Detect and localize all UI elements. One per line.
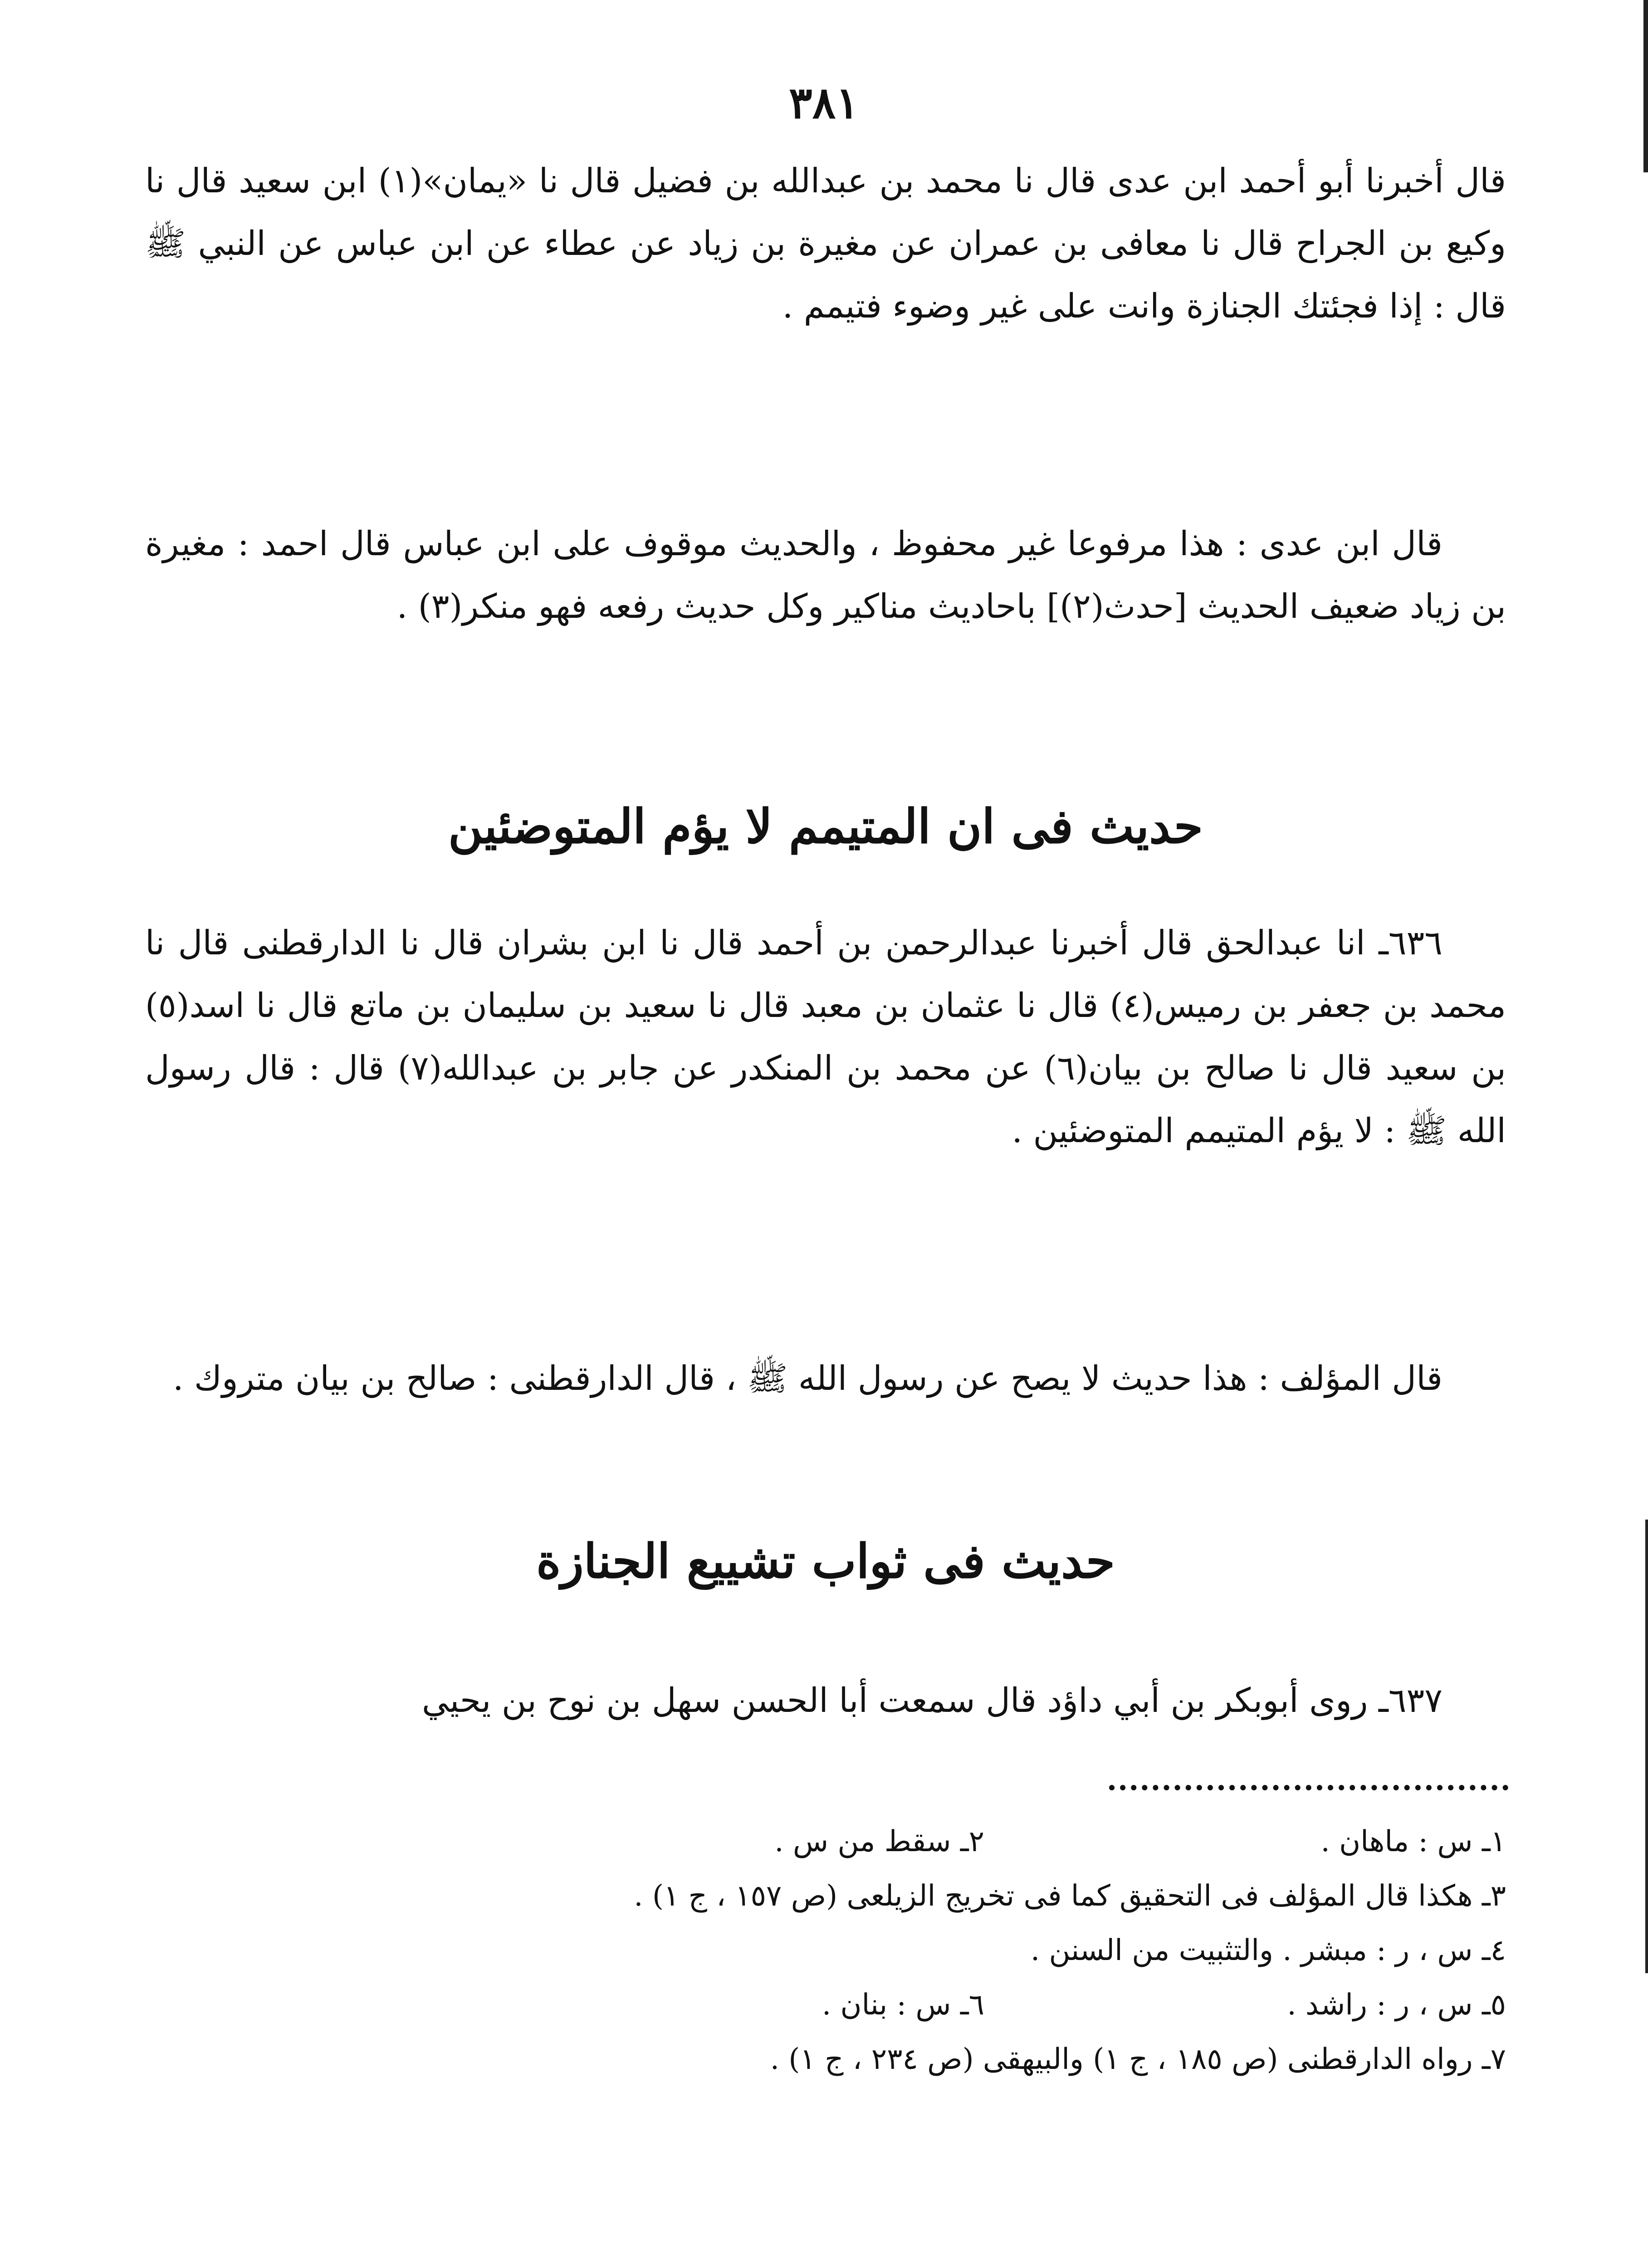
paragraph-3: ٦٣٦ـ انا عبدالحق قال أخبرنا عبدالرحمن بن أحمد قال نا ابن بشران قال نا الدارقطنى قال نا محمد بن جعفر بن رميس(٤) قال نا عثمان بن معبد قال نا سعيد بن سليمان بن ماتع قال نا اسد(٥) بن سعيد قال نا صالح بن بيان(٦) عن محمد بن المنكدر عن جابر بن عبدالله(٧) قال : قال رسول الله ﷺ : لا يؤم المتيمم المتوضئين .: [145, 924, 1506, 1150]
paragraph-4: قال المؤلف : هذا حديث لا يصح عن رسول الله ﷺ ، قال الدارقطنى : صالح بن بيان متروك .: [172, 1359, 1443, 1398]
footnote-row-5: [145, 2032, 1506, 2087]
footnote-4: ٤ـ س ، ر : مبشر . والتثبيت من السنن .: [1030, 1934, 1506, 1967]
paragraph-2-block: [145, 513, 1506, 638]
footnote-1: ١ـ س : ماهان .: [1320, 1825, 1506, 1858]
footnote-2: ٢ـ سقط من س .: [774, 1825, 984, 1858]
paragraph-2: قال ابن عدى : هذا مرفوعا غير محفوظ ، والحديث موقوف على ابن عباس قال احمد : مغيرة بن زياد ضعيف الحديث [حدث(٢)] باحاديث مناكير وكل حديث رفعه فهو منكر(٣) .: [145, 524, 1506, 626]
footnote-6: ٦ـ س : بنان .: [822, 1988, 984, 2022]
footnote-row-2: [145, 1869, 1506, 1923]
paragraph-1-block: [145, 150, 1506, 337]
footnotes: [145, 1814, 1506, 2087]
footnote-7: ٧ـ رواه الدارقطنى (ص ١٨٥ ، ج ١) والبيهقى (ص ٢٣٤ ، ج ١) .: [770, 2043, 1506, 2076]
footnote-row-4: [145, 1978, 1506, 2032]
section-heading-1: حديث فى ان المتيمم لا يؤم المتوضئين: [448, 798, 1203, 854]
scan-edge-bottom: [1645, 1520, 1648, 1973]
footnote-row-3: [145, 1923, 1506, 1978]
footnote-row-1: [145, 1814, 1506, 1869]
footnote-3: ٣ـ هكذا قال المؤلف فى التحقيق كما فى تخريج الزيلعى (ص ١٥٧ ، ج ١) .: [634, 1879, 1506, 1913]
section-heading-2: حديث فى ثواب تشييع الجنازة: [536, 1533, 1115, 1589]
paragraph-5: ٦٣٧ـ روى أبوبكر بن أبي داؤد قال سمعت أبا الحسن سهل بن نوح بن يحيي: [421, 1681, 1443, 1720]
footnote-5: ٥ـ س ، ر : راشد .: [1287, 1988, 1506, 2022]
paragraph-1: قال أخبرنا أبو أحمد ابن عدى قال نا محمد بن عبدالله بن فضيل قال نا «يمان»(١) ابن سعيد قال نا وكيع بن الجراح قال نا معافى بن عمران عن مغيرة بن زياد عن عطاء عن ابن عباس عن النبي ﷺ قال : إذا فجئتك الجنازة وانت على غير وضوء فتيمم .: [145, 161, 1506, 326]
paragraph-4-block: [145, 1347, 1506, 1410]
scan-edge-top: [1643, 0, 1648, 172]
paragraph-5-block: [145, 1669, 1506, 1732]
footnote-separator: [1109, 1785, 1508, 1790]
page-number: ٣٨١: [789, 77, 859, 128]
paragraph-3-block: [145, 912, 1506, 1162]
